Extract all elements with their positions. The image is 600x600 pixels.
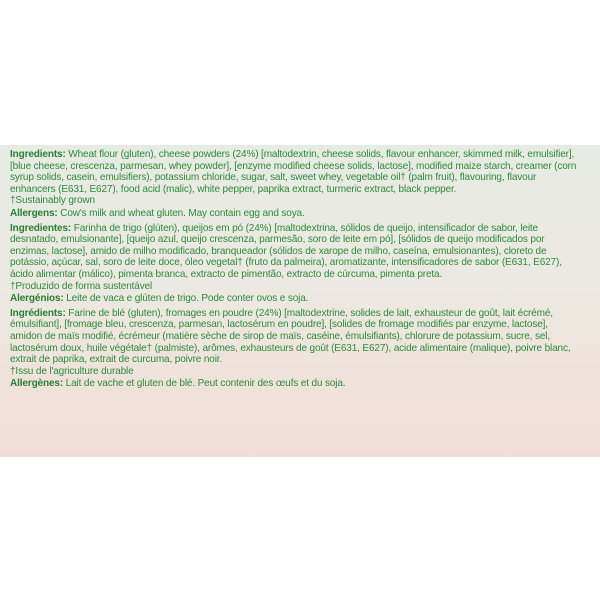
english-allergens	[10, 208, 581, 220]
french-allergens	[10, 378, 581, 390]
french-allergens-text: Lait de vache et gluten de blé. Peut contenir des œufs et du soja.	[63, 378, 346, 390]
portuguese-ingredients-heading: Ingredientes:	[10, 222, 72, 234]
french-ingredients-heading: Ingrédients:	[10, 307, 66, 319]
french-ingredients-text: Farine de blé (gluten), fromages en poudre (24%) [maltodextrine, solides de lait, exhausteur de goût, lait écrémé, émulsifiant], [fromage bleu, crescenza, parmesan, lactosérum en poudre], [solides de fromage modifiés par enzyme, lactose], amidon de maïs modifié, écrémeur (matière sèche de sirop de maïs, caséine, émulsifiants), chlorure de potassium, sucre, sel, lactosérum doux, huile végétale† (palmiste), arômes, exhausteurs de goût (E631, E627), acide alimentaire (malique), poivre blanc, extrait de paprika, extrait de curcuma, poivre noir.	[10, 307, 571, 366]
portuguese-allergens-heading: Alergénios:	[10, 293, 64, 305]
portuguese-allergens	[10, 293, 581, 305]
ingredients-label-panel	[0, 145, 600, 457]
english-ingredients-text: Wheat flour (gluten), cheese powders (24%) [maltodextrin, cheese solids, flavour enhancer, skimmed milk, emulsifier], [blue cheese, crescenza, parmesan, whey powder], [enzyme modified cheese solids, lactose], modified maize starch, creamer (corn syrup solids, casein, emulsifiers), potassium chloride, sugar, salt, sweet whey, vegetable oil† (palm fruit), flavouring, flavour enhancers (E631, E627), food acid (malic), white pepper, paprika extract, turmeric extract, black pepper.	[10, 149, 577, 195]
english-footnote: †Sustainably grown	[10, 195, 95, 207]
english-allergens-text: Cow's milk and wheat gluten. May contain egg and soya.	[57, 207, 305, 219]
french-footnote: †Issu de l'agriculture durable	[10, 365, 134, 377]
french-section	[10, 308, 590, 390]
section-divider	[10, 221, 590, 222]
english-ingredients-heading: Ingredients:	[10, 149, 66, 160]
english-ingredients	[10, 149, 581, 195]
portuguese-footnote: †Produzido de forma sustentável	[10, 280, 153, 292]
portuguese-allergens-text: Leite de vaca e glúten de trigo. Pode conter ovos e soja.	[63, 293, 309, 305]
section-divider	[10, 306, 590, 307]
portuguese-ingredients	[10, 223, 581, 281]
french-allergens-heading: Allergènes:	[10, 378, 64, 390]
english-section	[10, 149, 590, 220]
english-allergens-heading: Allergens:	[10, 207, 58, 219]
portuguese-ingredients-text: Farinha de trigo (glúten), queijos em pó (24%) [maltodextrina, sólidos de queijo, intensificador de sabor, leite desnatado, emulsionante], [queijo azul, queijo crescenza, parmesão, soro de leite em pó], [sólidos de queijo modificados por enzimas, lactose], amido de milho modificado, branqueador (sólidos de xarope de milho, caseína, emulsionantes), cloreto de potássio, açúcar, sal, soro de leite doce, óleo vegetal† (fruto da palmeira), aromatizante, intensificadores de sabor (E631, E627), ácido alimentar (málico), pimenta branca, extracto de pimentão, extracto de cúrcuma, pimenta preta.	[10, 222, 562, 280]
french-ingredients	[10, 308, 581, 366]
portuguese-section	[10, 223, 590, 305]
